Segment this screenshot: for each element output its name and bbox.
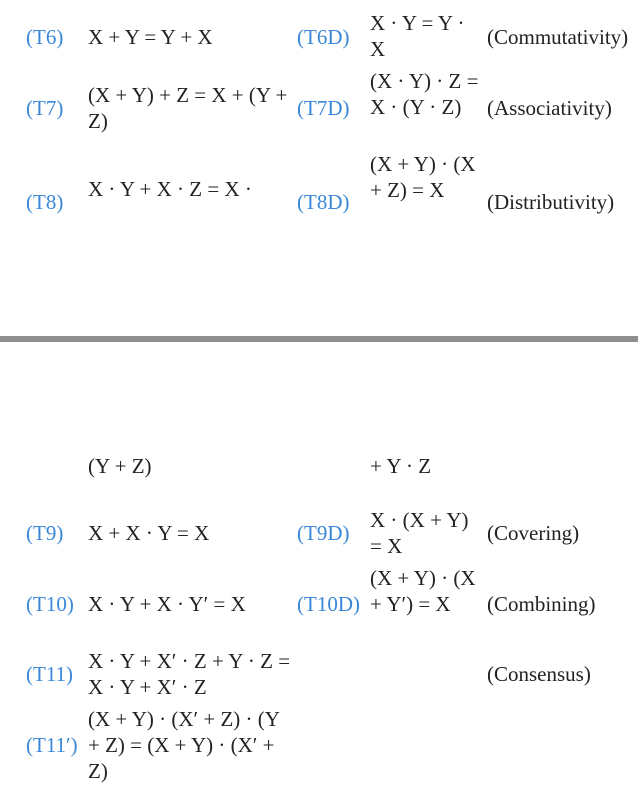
section-divider [0,336,638,342]
theorem-name-combining: (Combining) [487,592,596,616]
theorem-label-t9: (T9) [26,521,64,545]
theorem-label-t7d: (T7D) [297,96,350,120]
theorem-expression-t9d: X · (X + Y) = X [370,508,469,558]
theorem-expression-t10d: (X + Y) · (X + Y′) = X [370,566,476,616]
theorem-label-t10: (T10) [26,592,74,616]
theorem-name-distributivity: (Distributivity) [487,190,615,214]
theorem-expression-t6: X + Y = Y + X [88,25,213,49]
theorem-label-t11: (T11) [26,662,74,686]
theorem-label-t9d: (T9D) [297,521,350,545]
theorem-expression-t7: (X + Y) + Z = X + (Y + Z) [88,83,288,133]
theorem-label-t7: (T7) [26,96,64,120]
theorem-expression-t8d-continuation: + Y · Z [370,454,432,478]
theorem-label-t6d: (T6D) [297,25,350,49]
theorem-expression-t11-prime: (X + Y) · (X′ + Z) · (Y + Z) = (X + Y) · (X′ + Z) [88,707,280,783]
theorem-name-associativity: (Associativity) [487,96,612,120]
theorem-name-commutativity: (Commutativity) [487,25,629,49]
theorem-label-t8d: (T8D) [297,190,350,214]
theorem-label-t11-prime: (T11′) [26,733,78,757]
theorem-expression-t8: X · Y + X · Z = X · [88,177,252,201]
theorem-expression-t9: X + X · Y = X [88,521,210,545]
theorem-label-t10d: (T10D) [297,592,360,616]
theorem-expression-t8-continuation: (Y + Z) [88,454,152,478]
theorem-label-t8: (T8) [26,190,64,214]
theorem-label-t6: (T6) [26,25,64,49]
theorem-name-consensus: (Consensus) [487,662,591,686]
theorem-expression-t10: X · Y + X · Y′ = X [88,592,246,616]
theorem-name-covering: (Covering) [487,521,580,545]
theorem-expression-t8d: (X + Y) · (X + Z) = X [370,152,476,202]
theorem-expression-t7d: (X · Y) · Z = X · (Y · Z) [370,69,479,119]
theorem-expression-t6d: X · Y = Y · X [370,11,465,61]
theorem-expression-t11: X · Y + X′ · Z + Y · Z = X · Y + X′ · Z [88,649,291,699]
